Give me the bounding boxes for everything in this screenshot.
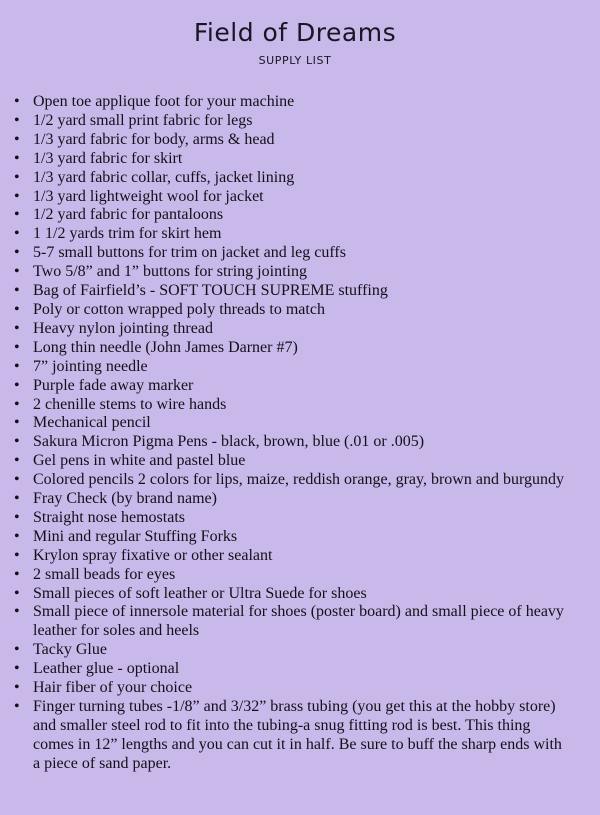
supply-item-text: Purple fade away marker [33, 376, 194, 394]
supply-list-item [13, 301, 573, 320]
supply-item-text: Fray Check (by brand name) [33, 490, 217, 508]
supply-list-item [13, 641, 573, 660]
bullet-icon: • [14, 546, 20, 564]
bullet-icon: • [14, 395, 20, 413]
supply-item-text: Open toe applique foot for your machine [33, 93, 295, 110]
supply-list-item [13, 585, 573, 604]
supply-item-text: Small pieces of soft leather or Ultra Suede for shoes [33, 584, 367, 602]
supply-item-text: 2 small beads for eyes [33, 565, 176, 583]
bullet-icon: • [14, 111, 20, 129]
supply-list-item [13, 528, 573, 547]
supply-list-item [13, 320, 573, 339]
bullet-icon: • [14, 660, 20, 678]
supply-list-item [13, 263, 573, 282]
bullet-icon: • [14, 206, 20, 224]
bullet-icon: • [14, 698, 20, 715]
supply-list-item [13, 150, 573, 169]
bullet-icon: • [14, 452, 20, 470]
supply-item-text: Gel pens in white and pastel blue [33, 452, 246, 470]
supply-list-item [13, 603, 573, 641]
supply-item-text: Colored pencils 2 colors for lips, maize, reddish orange, gray, brown and burgundy [33, 471, 564, 489]
supply-list-item [13, 547, 573, 566]
supply-item-text: Heavy nylon jointing thread [33, 319, 213, 337]
supply-item-text: 1/3 yard fabric for body, arms & head [33, 130, 275, 148]
bullet-icon: • [14, 338, 20, 356]
bullet-icon: • [14, 319, 20, 337]
supply-list-item [13, 509, 573, 528]
supply-item-text: 5-7 small buttons for trim on jacket and leg cuffs [33, 244, 346, 262]
page-subtitle: SUPPLY LIST [258, 54, 332, 67]
bullet-icon: • [14, 225, 20, 243]
supply-list-item [13, 433, 573, 452]
page-title: Field of Dreams [193, 18, 397, 47]
bullet-icon: • [14, 149, 20, 167]
supply-list-item [13, 206, 573, 225]
supply-list-item [13, 339, 573, 358]
supply-list-item [13, 188, 573, 207]
supply-item-text: 2 chenille stems to wire hands [33, 395, 227, 413]
bullet-icon: • [14, 584, 20, 602]
supply-item-text: Mechanical pencil [33, 414, 151, 432]
bullet-icon: • [14, 565, 20, 583]
supply-list-item [13, 93, 573, 112]
supply-item-text: Straight nose hemostats [33, 508, 185, 526]
supply-item-text: Krylon spray fixative or other sealant [33, 546, 273, 564]
supply-item-text: Finger turning tubes -1/8” and 3/32” brass tubing (you get this at the hobby store) and smaller steel rod to fit into the tubing-a snug fitting rod is best. This thing comes in 12” lengths and you can cut it in half. Be sure to buff the sharp ends with a piece of sand paper. [33, 698, 562, 772]
bullet-icon: • [14, 282, 20, 300]
supply-list-item [13, 396, 573, 415]
bullet-icon: • [14, 357, 20, 375]
bullet-icon: • [14, 471, 20, 489]
supply-item-text: Two 5/8” and 1” buttons for string jointing [33, 263, 307, 281]
supply-item-text: 1/3 yard fabric for skirt [33, 149, 183, 167]
supply-list-item [13, 679, 573, 698]
supply-item-text: 1/2 yard small print fabric for legs [33, 111, 253, 129]
supply-list-item [13, 414, 573, 433]
supply-item-text: Sakura Micron Pigma Pens - black, brown, blue (.01 or .005) [33, 433, 425, 451]
supply-item-text: 1/2 yard fabric for pantaloons [33, 206, 224, 224]
supply-list-item [13, 490, 573, 509]
supply-list-item [13, 131, 573, 150]
supply-item-text: Small piece of innersole material for shoes (poster board) and small piece of heavy leather for soles and heels [33, 603, 564, 640]
supply-item-text: Mini and regular Stuffing Forks [33, 527, 238, 545]
supply-list-item [13, 282, 573, 301]
supply-list-item [13, 471, 573, 490]
supply-list-item [13, 244, 573, 263]
supply-list-item [13, 377, 573, 396]
supply-list-item [13, 112, 573, 131]
supply-item-text: Poly or cotton wrapped poly threads to match [33, 300, 325, 318]
bullet-icon: • [14, 679, 20, 697]
bullet-icon: • [14, 130, 20, 148]
supply-item-text: 1 1/2 yards trim for skirt hem [33, 225, 222, 243]
supply-list-item [13, 225, 573, 244]
supply-item-text: Long thin needle (John James Darner #7) [33, 338, 298, 356]
supply-list-item [13, 660, 573, 679]
bullet-icon: • [14, 508, 20, 526]
supply-item-text: Hair fiber of your choice [33, 679, 193, 697]
supply-item-text: Tacky Glue [33, 641, 107, 659]
bullet-icon: • [14, 527, 20, 545]
supply-item-text: 1/3 yard fabric collar, cuffs, jacket lining [33, 168, 295, 186]
bullet-icon: • [14, 263, 20, 281]
bullet-icon: • [14, 433, 20, 451]
bullet-icon: • [14, 490, 20, 508]
bullet-icon: • [14, 244, 20, 262]
bullet-icon: • [14, 414, 20, 432]
bullet-icon: • [14, 376, 20, 394]
bullet-icon: • [14, 187, 20, 205]
supply-item-text: 1/3 yard lightweight wool for jacket [33, 187, 264, 205]
bullet-icon: • [14, 168, 20, 186]
supply-list-item [13, 698, 573, 774]
supply-item-text: 7” jointing needle [33, 357, 148, 375]
bullet-icon: • [14, 93, 20, 110]
supply-list-item [13, 169, 573, 188]
supply-list-item [13, 358, 573, 377]
supply-list-item [13, 452, 573, 471]
supply-item-text: Leather glue - optional [33, 660, 180, 678]
supply-list [13, 93, 573, 774]
supply-item-text: Bag of Fairfield’s - SOFT TOUCH SUPREME stuffing [33, 282, 388, 300]
supply-list-item [13, 566, 573, 585]
bullet-icon: • [14, 641, 20, 659]
bullet-icon: • [14, 603, 20, 621]
bullet-icon: • [14, 300, 20, 318]
